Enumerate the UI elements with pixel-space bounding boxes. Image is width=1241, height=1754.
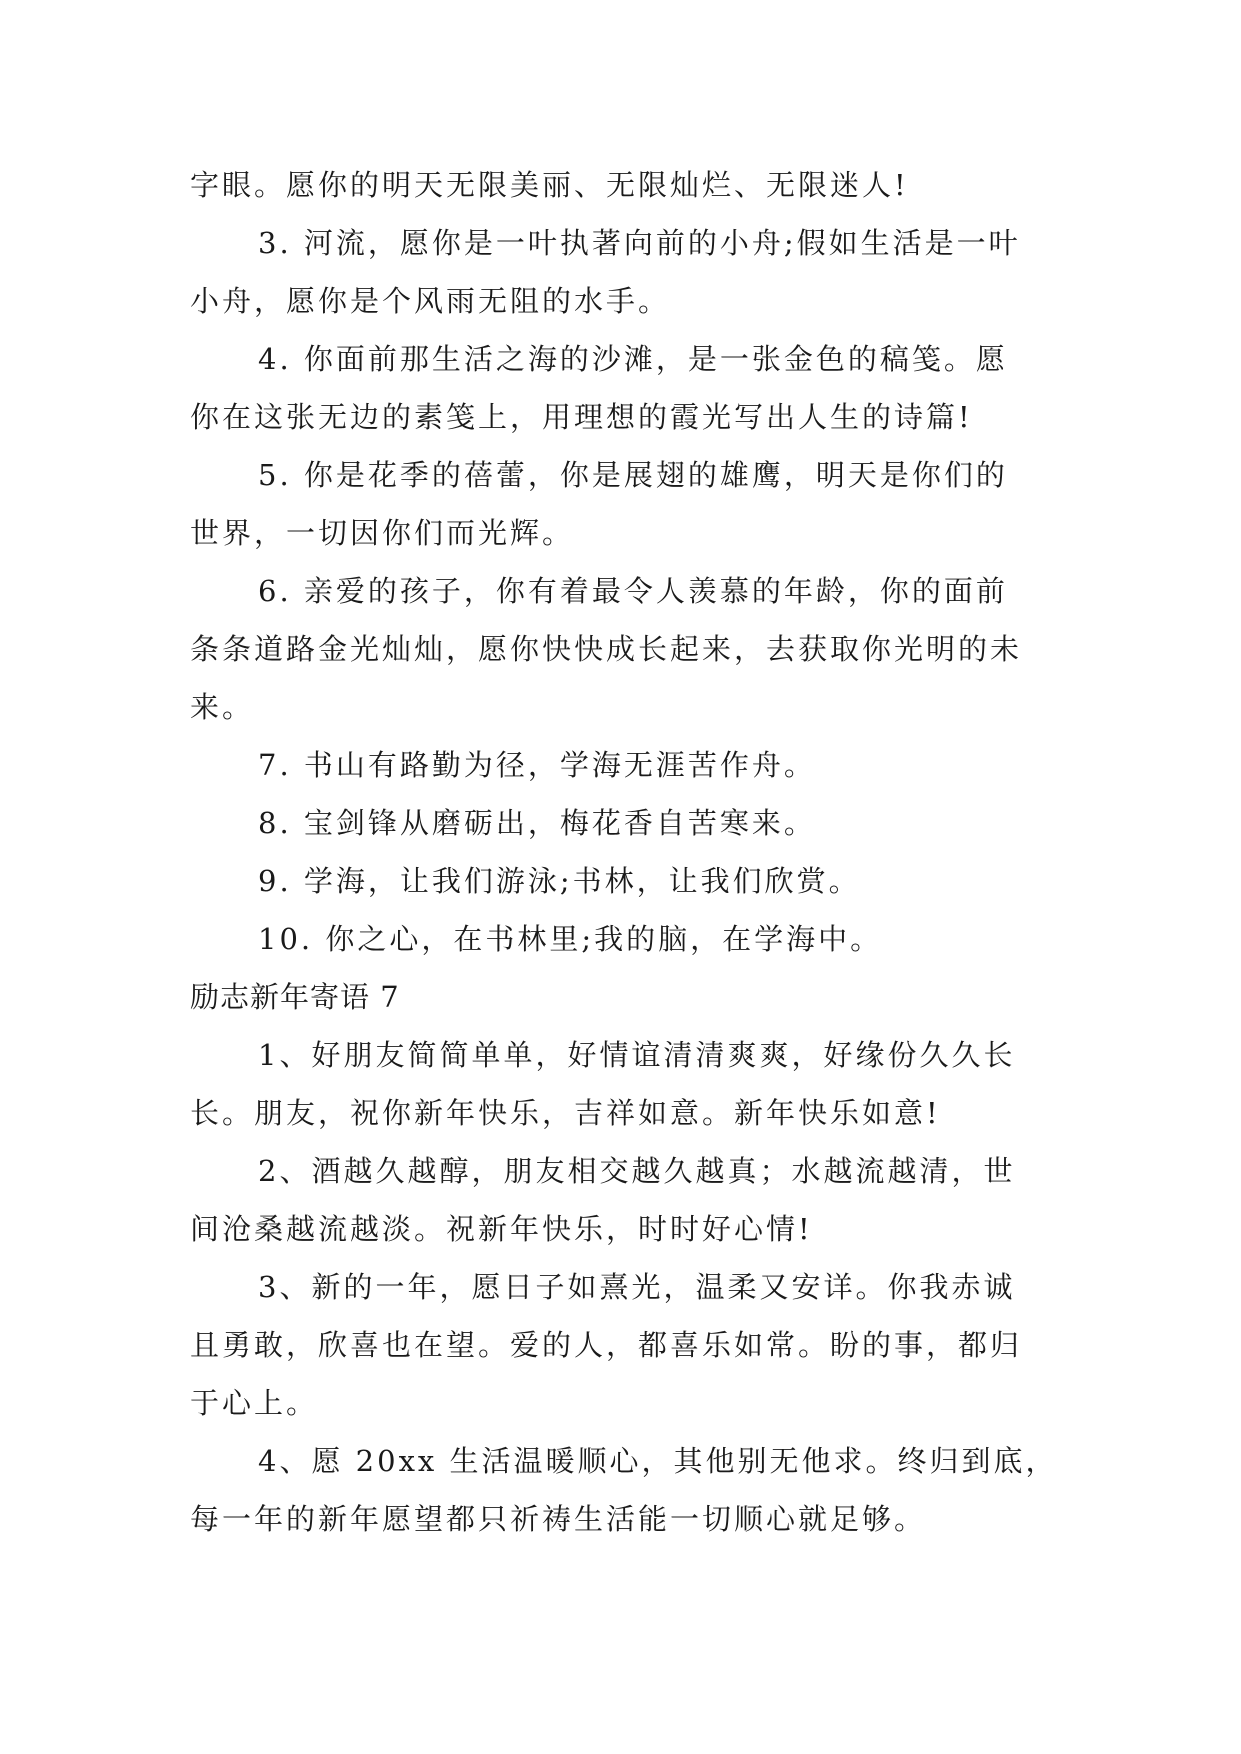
text-line: 且勇敢，欣喜也在望。爱的人，都喜乐如常。盼的事，都归: [190, 1328, 1023, 1362]
text-line: 来。: [190, 690, 255, 724]
text-line: 长。朋友，祝你新年快乐，吉祥如意。新年快乐如意!: [190, 1096, 941, 1130]
list-item: 2、酒越久越醇，朋友相交越久越真；水越流越清，世: [258, 1154, 1016, 1188]
list-item: 4. 你面前那生活之海的沙滩，是一张金色的稿笺。愿: [258, 342, 1008, 376]
list-item: 4、愿 20xx 生活温暖顺心，其他别无他求。终归到底，: [258, 1444, 1058, 1478]
list-item: 9. 学海，让我们游泳;书林，让我们欣赏。: [258, 864, 861, 898]
list-item: 6. 亲爱的孩子，你有着最令人羡慕的年龄，你的面前: [258, 574, 1008, 608]
list-item: 5. 你是花季的蓓蕾，你是展翅的雄鹰，明天是你们的: [258, 458, 1008, 492]
list-item: 3. 河流，愿你是一叶执著向前的小舟;假如生活是一叶: [258, 226, 1021, 260]
text-line: 你在这张无边的素笺上，用理想的霞光写出人生的诗篇!: [190, 400, 973, 434]
list-item: 7. 书山有路勤为径，学海无涯苦作舟。: [258, 748, 816, 782]
list-item: 10. 你之心，在书林里;我的脑，在学海中。: [258, 922, 883, 956]
list-item: 3、新的一年，愿日子如熹光，温柔又安详。你我赤诚: [258, 1270, 1016, 1304]
section-heading: 励志新年寄语 7: [190, 980, 400, 1014]
text-line: 世界，一切因你们而光辉。: [190, 516, 575, 550]
list-item: 8. 宝剑锋从磨砺出，梅花香自苦寒来。: [258, 806, 816, 840]
text-line: 字眼。愿你的明天无限美丽、无限灿烂、无限迷人!: [190, 168, 909, 202]
text-line: 条条道路金光灿灿，愿你快快成长起来，去获取你光明的未: [190, 632, 1023, 666]
text-line: 于心上。: [190, 1386, 319, 1420]
list-item: 1、好朋友简简单单，好情谊清清爽爽，好缘份久久长: [258, 1038, 1016, 1072]
text-line: 每一年的新年愿望都只祈祷生活能一切顺心就足够。: [190, 1502, 927, 1536]
text-line: 小舟，愿你是个风雨无阻的水手。: [190, 284, 671, 318]
text-line: 间沧桑越流越淡。祝新年快乐，时时好心情!: [190, 1212, 813, 1246]
